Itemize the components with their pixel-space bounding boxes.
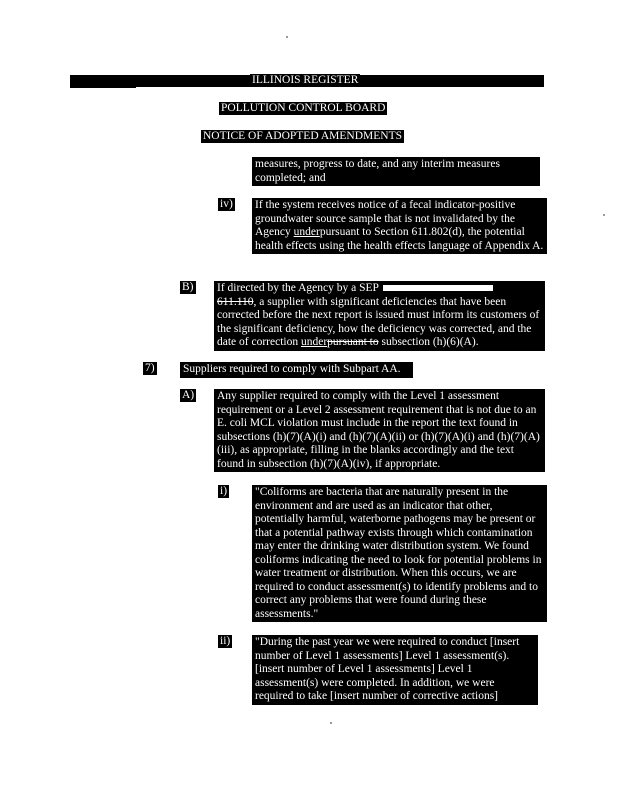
- item-iv-text-part2: pursuant to Section 611.802(d), the potential health effects using the health effects language of Appendix A.: [255, 226, 544, 252]
- board-title: POLLUTION CONTROL BOARD: [221, 102, 386, 114]
- item-B-text-part3: subsection (h)(6)(A).: [378, 336, 479, 348]
- item-B-struck-ref: 611.110: [217, 295, 254, 308]
- item-B-struck-word: pursuant to: [327, 336, 379, 348]
- item-ii-label: ii): [220, 635, 231, 647]
- notice-title: NOTICE OF ADOPTED AMENDMENTS: [203, 130, 403, 142]
- item-iv-underlined-word: under: [293, 226, 320, 238]
- measures-paragraph: [252, 157, 540, 186]
- item-B-text-part1: If directed by the Agency by a SEP: [217, 282, 379, 294]
- item-A-label: A): [182, 389, 195, 401]
- register-title: ILLINOIS REGISTER: [252, 74, 359, 86]
- header-underline: [70, 87, 136, 88]
- item-A-paragraph: [214, 389, 545, 472]
- item-ii-paragraph: [252, 635, 538, 705]
- item-i-text: "Coliforms are bacteria that are naturally present in the environment and are used as an indicator that other, potentially harmful, waterborne pathogens may be present or that a potential pathway exists through which contamination may enter the drinking water distribution system. We found coliforms indicating the need to look for potential problems in water treatment or distribution. When this occurs, we are required to conduct assessment(s) to identify problems and to correct any problems that were found during these assessments.": [255, 486, 542, 620]
- struck-text-bar: [383, 285, 493, 291]
- item-B-text: [217, 282, 542, 350]
- item-i-paragraph: [252, 485, 547, 622]
- item-iv-label: iv): [220, 198, 233, 210]
- item-iv-text: [255, 199, 544, 253]
- item-B-label: B): [182, 281, 194, 293]
- item-B-underlined-word: under: [300, 336, 328, 348]
- item-7-label: 7): [145, 362, 155, 374]
- item-iv-text-part1: If the system receives notice of a fecal indicator-positive groundwater source sample that is not invalidated by the Agency: [255, 199, 516, 238]
- item-7-text: Suppliers required to comply with Subpart AA.: [183, 363, 401, 375]
- item-iv-paragraph: [252, 198, 547, 254]
- item-B-paragraph: [214, 281, 545, 351]
- item-A-text: Any supplier required to comply with the Level 1 assessment requirement or a Level 2 assessment requirement that is not due to an E. coli MCL violation must include in the report the text found in subsections (h)(7)(A)(i) and (h)(7)(A)(ii) or (h)(7)(A)(i) and (h)(7)(A)(iii), as appropriate, filling in the blanks accordingly and the text found in subsection (h)(7)(A)(iv), if appropriate.: [217, 390, 540, 470]
- measures-text: measures, progress to date, and any interim measures completed; and: [255, 158, 500, 184]
- item-i-label: i): [220, 485, 228, 497]
- item-ii-text: "During the past year we were required to conduct [insert number of Level 1 assessments] Level 1 assessment(s). [insert number of Level 1 assessments] Level 1 assessment(s) were completed. In addition, we were required to take [insert number of corrective actions]: [255, 636, 520, 702]
- scan-speck: [286, 36, 288, 38]
- scan-speck: [603, 214, 605, 216]
- item-7-heading: [180, 362, 413, 378]
- item-B-text-part2: , a supplier with significant deficiencies that have been corrected before the next report is issued must inform its customers of the significant deficiency, how the deficiency was corrected, and the date of correction: [217, 295, 540, 348]
- scan-speck: [330, 722, 332, 724]
